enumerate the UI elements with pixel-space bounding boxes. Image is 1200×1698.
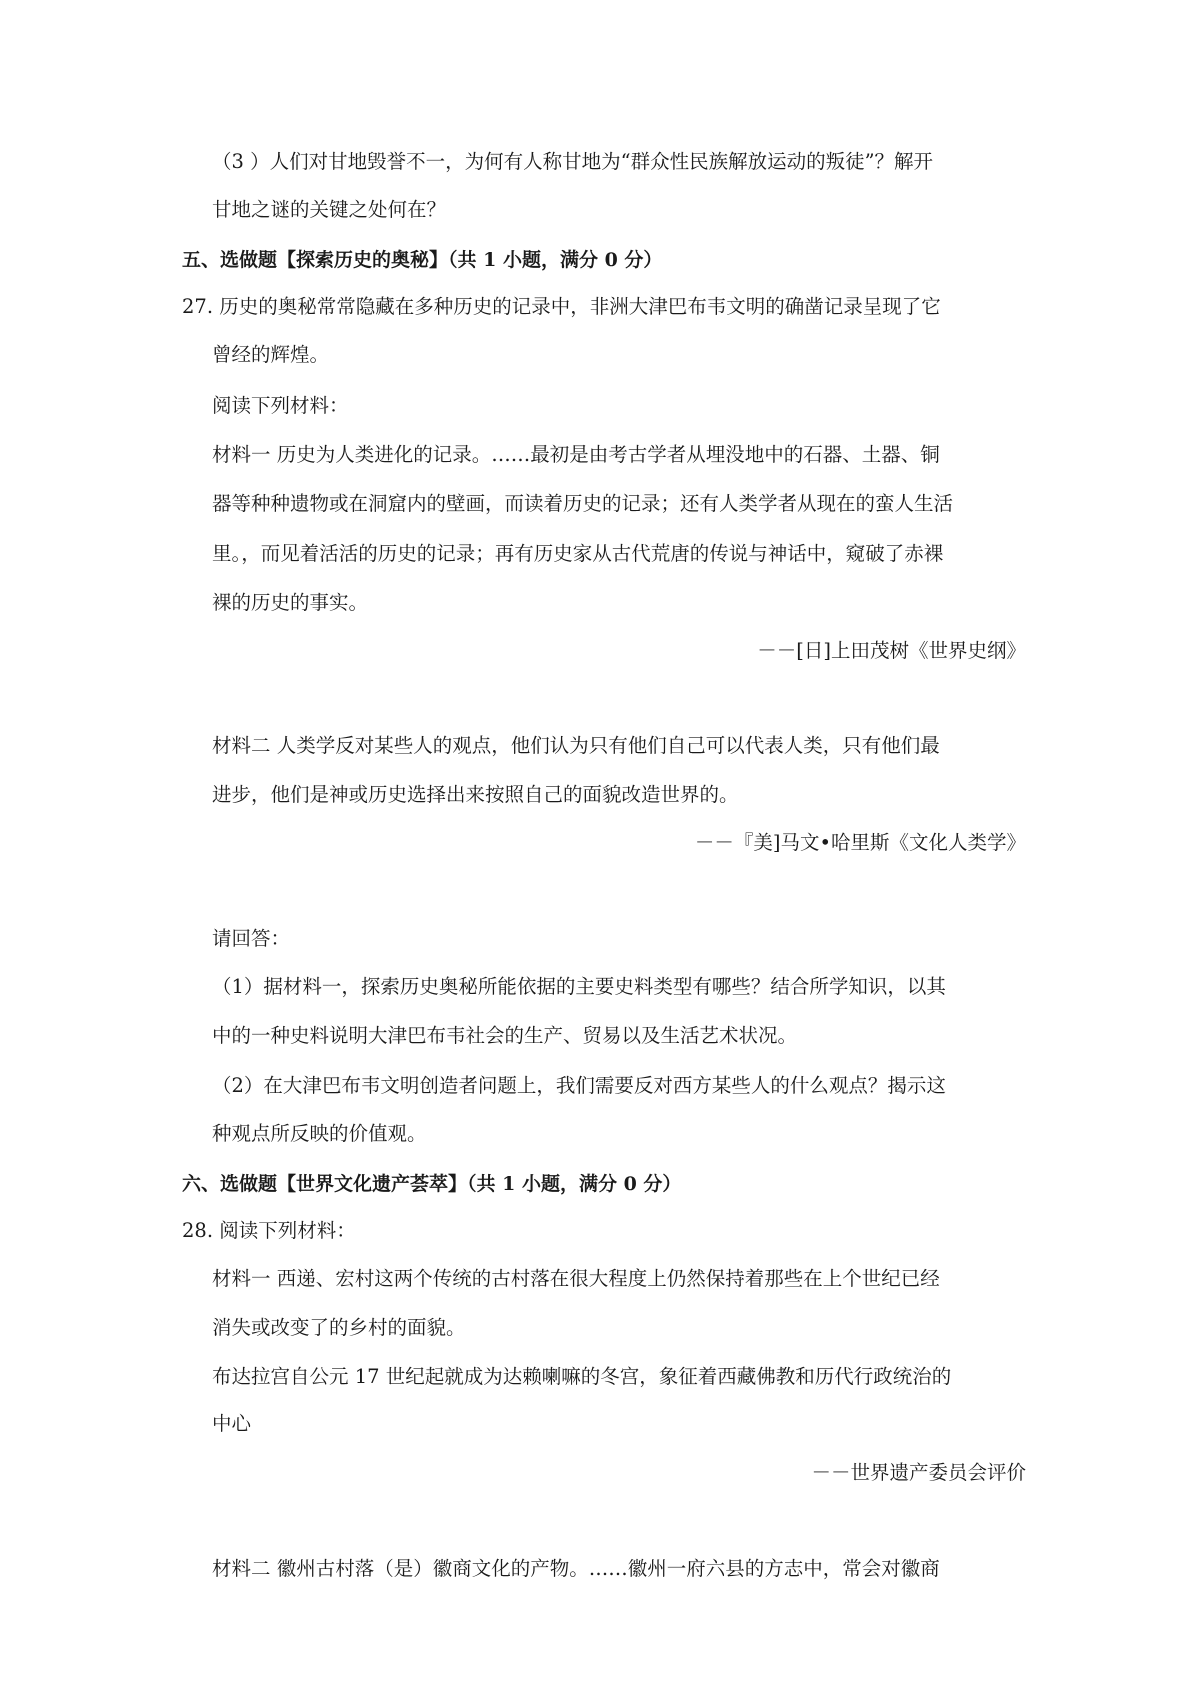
q28-material1-line3: 布达拉宫自公元 17 世纪起就成为达赖喇嘛的冬宫，象征着西藏佛教和历代行政统治的 xyxy=(212,1365,952,1388)
q28-material1-source: －－世界遗产委员会评价 xyxy=(811,1461,1026,1484)
q27-material2-line1: 材料二 人类学反对某些人的观点，他们认为只有他们自己可以代表人类，只有他们最 xyxy=(212,734,940,757)
q27-answer-prompt: 请回答： xyxy=(212,927,291,950)
q28-material1-line4: 中心 xyxy=(212,1412,252,1435)
section-5-heading: 五、选做题【探索历史的奥秘】（共 1 小题，满分 0 分） xyxy=(182,249,663,271)
q27-material1-line3: 里。，而见着活活的历史的记录；再有历史家从古代荒唐的传说与神话中，窥破了赤裸 xyxy=(212,542,944,565)
q27-sub2-line2: 种观点所反映的价值观。 xyxy=(212,1122,427,1145)
q27-material1-line2: 器等种种遗物或在洞窟内的壁画，而读着历史的记录；还有人类学者从现在的蛮人生活 xyxy=(212,492,954,515)
q27-sub1-line1: （1）据材料一，探索历史奥秘所能依据的主要史料类型有哪些？结合所学知识，以其 xyxy=(212,975,946,998)
q28-material1-line1: 材料一 西递、宏村这两个传统的古村落在很大程度上仍然保持着那些在上个世纪已经 xyxy=(212,1267,940,1290)
q27-intro-line2: 曾经的辉煌。 xyxy=(212,343,330,366)
q27-material1-source: －－[日]上田茂树《世界史纲》 xyxy=(757,639,1026,662)
q27-material2-source: －－『美]马文•哈里斯《文化人类学》 xyxy=(694,831,1026,854)
q27-material2-line2: 进步，他们是神或历史选择出来按照自己的面貌改造世界的。 xyxy=(212,783,739,806)
q26-3-line2: 甘地之谜的关键之处何在？ xyxy=(212,198,447,221)
q26-3-line1: （3 ）人们对甘地毁誉不一，为何有人称甘地为“群众性民族解放运动的叛徒”？解开 xyxy=(212,150,934,173)
q28-material1-line2: 消失或改变了的乡村的面貌。 xyxy=(212,1316,466,1339)
q27-sub1-line2: 中的一种史料说明大津巴布韦社会的生产、贸易以及生活艺术状况。 xyxy=(212,1024,798,1047)
q27-material1-line1: 材料一 历史为人类进化的记录。……最初是由考古学者从埋没地中的石器、土器、铜 xyxy=(212,443,940,466)
q27-read-prompt: 阅读下列材料： xyxy=(212,394,349,417)
q27-sub2-line1: （2）在大津巴布韦文明创造者问题上，我们需要反对西方某些人的什么观点？揭示这 xyxy=(212,1074,946,1097)
q28-material2-line1: 材料二 徽州古村落（是）徽商文化的产物。……徽州一府六县的方志中，常会对徽商 xyxy=(212,1557,940,1580)
section-6-heading: 六、选做题【世界文化遗产荟萃】（共 1 小题，满分 0 分） xyxy=(182,1173,682,1195)
q28-intro: 28. 阅读下列材料： xyxy=(182,1219,356,1242)
q27-intro-line1: 27. 历史的奥秘常常隐藏在多种历史的记录中，非洲大津巴布韦文明的确凿记录呈现了它 xyxy=(182,295,941,318)
q27-material1-line4: 裸的历史的事实。 xyxy=(212,591,369,614)
